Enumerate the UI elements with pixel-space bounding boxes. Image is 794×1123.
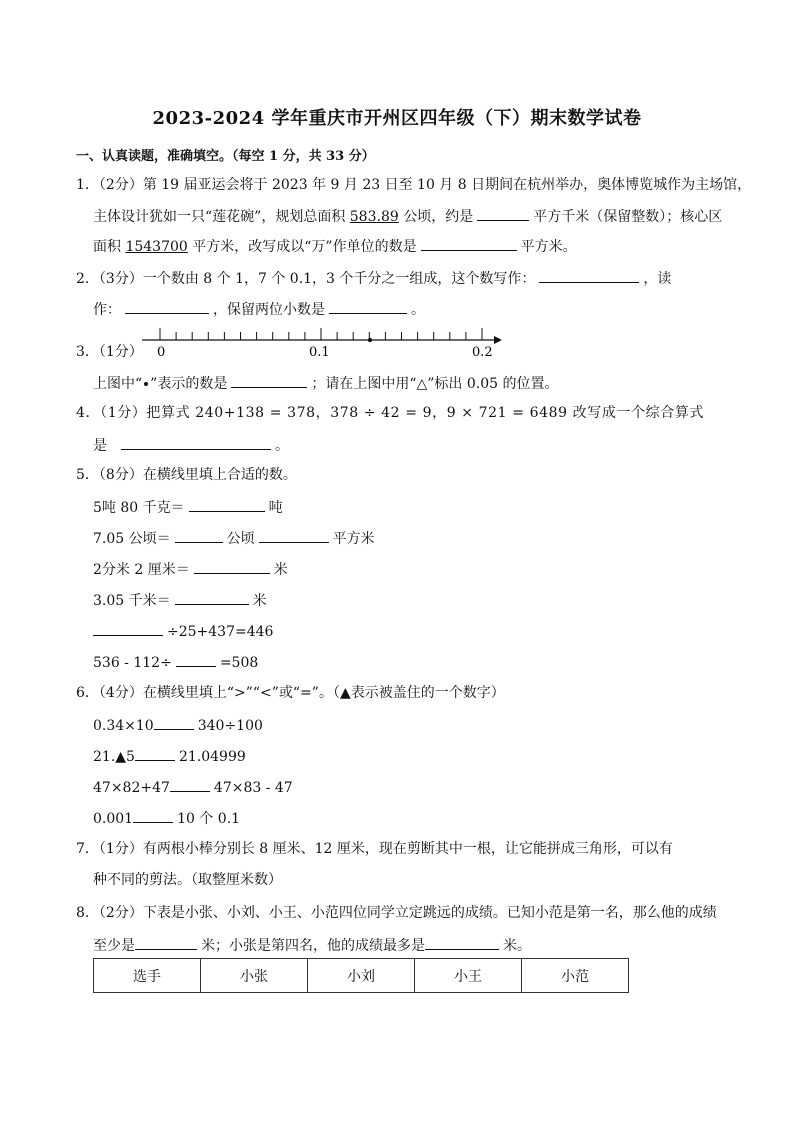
answer-blank[interactable] bbox=[135, 746, 175, 761]
section-heading: 一、认真读题，准确填空。（每空 1 分，共 33 分） bbox=[76, 149, 375, 164]
q6-text: 47×82+47 bbox=[93, 780, 170, 796]
results-table bbox=[93, 958, 629, 993]
number-line bbox=[138, 324, 508, 368]
table-cell: 小王 bbox=[415, 959, 522, 993]
q2-text: 作： bbox=[93, 302, 121, 318]
q6-text: 21.▲5 bbox=[93, 749, 135, 765]
q5-text: 吨 bbox=[268, 500, 283, 516]
q7-line1: 7．（1分）有两根小棒分别长 8 厘米、12 厘米，现在剪断其中一根，让它能拼成三角形，可以有 bbox=[76, 841, 673, 857]
q5-c bbox=[93, 559, 288, 579]
q8-text: 至少是 bbox=[93, 938, 135, 954]
q1-line3 bbox=[93, 236, 577, 256]
q5-text: 公顷 bbox=[226, 531, 255, 547]
q2-line2 bbox=[93, 299, 425, 319]
answer-blank[interactable] bbox=[170, 777, 210, 792]
q5-text: =508 bbox=[219, 655, 259, 671]
answer-blank[interactable] bbox=[125, 299, 209, 314]
page-title: 2023-2024 学年重庆市开州区四年级（下）期末数学试卷 bbox=[152, 108, 642, 129]
q8-line2 bbox=[93, 935, 531, 955]
q2-text: ，读 bbox=[643, 271, 672, 287]
answer-blank[interactable] bbox=[176, 652, 216, 667]
q5-e bbox=[93, 621, 273, 641]
q5-text: ÷25+437=446 bbox=[167, 624, 274, 640]
q5-text: 2分米 2 厘米＝ bbox=[93, 562, 190, 578]
answer-blank[interactable] bbox=[477, 206, 529, 221]
q6-head: 6．（4分）在横线里填上“>”“<”或“=”。（▲表示被盖住的一个数字） bbox=[76, 685, 505, 701]
q6-text: 340÷100 bbox=[197, 718, 263, 734]
q5-text: 米 bbox=[252, 593, 267, 609]
q6-d bbox=[93, 808, 240, 828]
q5-head: 5．（8分）在横线里填上合适的数。 bbox=[76, 467, 297, 483]
answer-blank[interactable] bbox=[421, 236, 517, 251]
q5-text: 5吨 80 千克＝ bbox=[93, 500, 185, 516]
q5-a bbox=[93, 497, 283, 517]
q7-line2: 种不同的剪法。（取整厘米数） bbox=[93, 872, 282, 888]
q5-text: 米 bbox=[273, 562, 288, 578]
tick-label-0: 0 bbox=[157, 345, 166, 360]
table-cell: 小刘 bbox=[308, 959, 415, 993]
q2-text: 。 bbox=[411, 302, 425, 318]
q3-text: ；请在上图中用“△”标出 0.05 的位置。 bbox=[311, 376, 559, 392]
q5-text: 3.05 千米＝ bbox=[93, 593, 171, 609]
answer-blank[interactable] bbox=[259, 528, 329, 543]
answer-blank[interactable] bbox=[329, 299, 407, 314]
answer-blank[interactable] bbox=[175, 590, 249, 605]
q1-text: 公顷，约是 bbox=[398, 209, 474, 225]
q6-b bbox=[93, 746, 246, 766]
q4-line1: 4．（1分）把算式 240+138 = 378，378 ÷ 42 = 9，9 × 721 = 6489 改写成一个综合算式 bbox=[76, 405, 705, 421]
q6-a bbox=[93, 715, 263, 735]
table-cell: 选手 bbox=[94, 959, 201, 993]
q8-line1: 8．（2分）下表是小张、小刘、小王、小范四位同学立定跳远的成绩。已知小范是第一名，那么他的成绩 bbox=[76, 905, 717, 921]
q1-text: 主体设计犹如一只“莲花碗”，规划总面积 bbox=[93, 209, 350, 225]
q3-label: 3．（1分） bbox=[76, 344, 143, 360]
table-cell: 小张 bbox=[201, 959, 308, 993]
q6-c bbox=[93, 777, 293, 797]
table-cell: 小范 bbox=[522, 959, 629, 993]
q1-text: 平方千米（保留整数）；核心区 bbox=[533, 209, 723, 225]
q4-text: 是 bbox=[93, 438, 107, 454]
q1-text: 平方米。 bbox=[520, 239, 577, 255]
q6-text: 10 个 0.1 bbox=[177, 811, 241, 827]
answer-blank[interactable] bbox=[194, 559, 270, 574]
q5-b bbox=[93, 528, 375, 548]
q1-line1: 1．（2分）第 19 届亚运会将于 2023 年 9 月 23 日至 10 月 8 日期间在杭州举办，奥体博览城作为主场馆， bbox=[76, 177, 752, 193]
point-marker bbox=[368, 338, 372, 342]
q2-text: 2．（3分）一个数由 8 个 1，7 个 0.1，3 个千分之一组成，这个数写作： bbox=[76, 271, 536, 287]
q1-area-value: 583.89 bbox=[349, 209, 399, 225]
answer-blank[interactable] bbox=[175, 528, 223, 543]
answer-blank[interactable] bbox=[189, 497, 265, 512]
q5-f bbox=[93, 652, 258, 672]
q3-line2 bbox=[93, 373, 559, 393]
q8-text: 米。 bbox=[503, 938, 531, 954]
q2-text: ，保留两位小数是 bbox=[213, 302, 325, 318]
q1-text: 平方米，改写成以“万”作单位的数是 bbox=[187, 239, 417, 255]
answer-blank[interactable] bbox=[133, 808, 173, 823]
q1-line2 bbox=[93, 206, 722, 226]
answer-blank[interactable] bbox=[231, 373, 307, 388]
tick-label-0-1: 0.1 bbox=[309, 345, 330, 360]
q2-line1 bbox=[76, 268, 671, 288]
q4-text: 。 bbox=[275, 438, 289, 454]
q3-text: ”表示的数是 bbox=[150, 376, 228, 392]
answer-blank[interactable] bbox=[425, 935, 499, 950]
table-row bbox=[94, 959, 629, 993]
tick-marks bbox=[160, 328, 482, 340]
q5-text: 536 - 112÷ bbox=[93, 655, 172, 671]
arrow-icon bbox=[494, 336, 502, 344]
q5-text: 平方米 bbox=[332, 531, 375, 547]
dot-icon bbox=[144, 382, 148, 386]
answer-blank[interactable] bbox=[154, 715, 194, 730]
q1-core-area-value: 1543700 bbox=[125, 239, 188, 255]
q4-line2 bbox=[93, 435, 289, 455]
q6-text: 0.34×10 bbox=[93, 718, 154, 734]
answer-blank[interactable] bbox=[93, 621, 163, 636]
tick-label-0-2: 0.2 bbox=[472, 345, 493, 360]
answer-blank[interactable] bbox=[539, 268, 639, 283]
q8-text: 米；小张是第四名，他的成绩最多是 bbox=[201, 938, 425, 954]
q3-text: 上图中“ bbox=[93, 376, 143, 392]
q6-text: 0.001 bbox=[93, 811, 134, 827]
answer-blank[interactable] bbox=[121, 435, 271, 450]
q6-text: 47×83 - 47 bbox=[213, 780, 293, 796]
answer-blank[interactable] bbox=[135, 935, 197, 950]
q1-text: 面积 bbox=[93, 239, 126, 255]
q6-text: 21.04999 bbox=[178, 749, 246, 765]
q5-text: 7.05 公顷＝ bbox=[93, 531, 171, 547]
q5-d bbox=[93, 590, 267, 610]
